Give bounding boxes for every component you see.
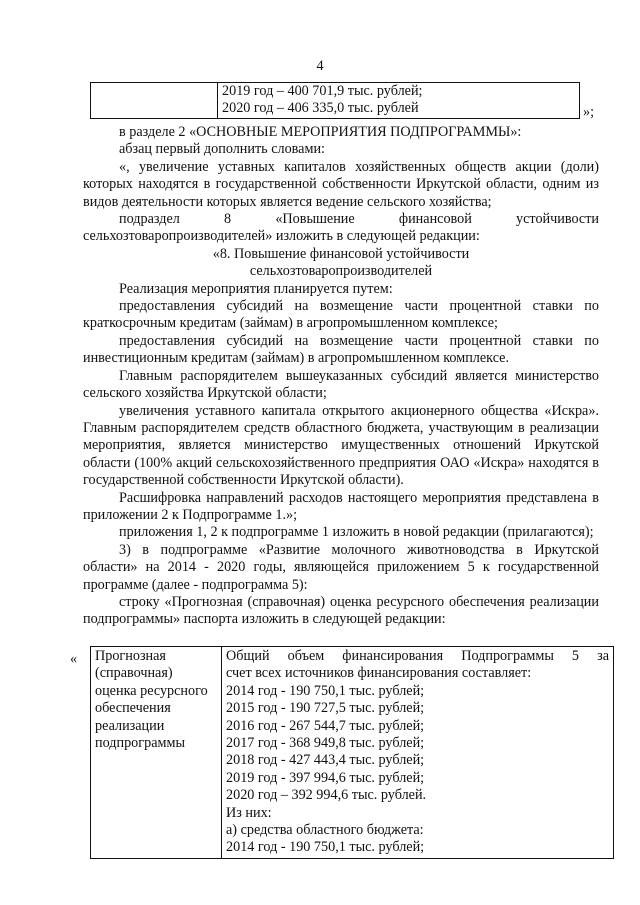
label-line: Прогнозная	[95, 648, 166, 664]
paragraph-added-words: «, увеличение уставных капиталов хозяйственных обществ акции (доли) которых находятся в государственной собственности Иркутской области, одним из видов деятельности которых является ведение сельского хозяйства;	[83, 158, 599, 210]
document-body	[83, 124, 599, 629]
paragraph-row-replacement: строку «Прогнозная (справочная) оценка ресурсного обеспечения реализации подпрограммы» паспорта изложить в следующей редакции:	[83, 593, 599, 628]
page-number: 4	[316, 58, 324, 74]
paragraph-expense-breakdown: Расшифровка направлений расходов настоящего мероприятия представлена в приложении 2 к Подпрограмме 1.»;	[83, 489, 599, 523]
subsection-heading-line-1: «8. Повышение финансовой устойчивости	[212, 245, 470, 262]
funding-line-2019: 2019 год - 397 994,6 тыс. рублей;	[226, 769, 425, 786]
funding-line-2015: 2015 год - 190 727,5 тыс. рублей;	[226, 700, 425, 717]
paragraph-implementation: Реализация мероприятия планируется путем:	[119, 280, 393, 297]
funding-line-2018: 2018 год - 427 443,4 тыс. рублей;	[226, 752, 425, 769]
opening-quote: «	[70, 651, 78, 667]
label-line: (справочная)	[95, 665, 173, 682]
paragraph-subprogram-5: 3) в подпрограмме «Развитие молочного животноводства в Иркутской области» на 2014 - 2020 годы, являющейся приложением 5 к государственной программе (далее - подпрограмма 5):	[83, 541, 599, 593]
budget-continuation-table	[90, 82, 580, 119]
funding-line-regional-2014: 2014 год - 190 750,1 тыс. рублей;	[226, 839, 425, 856]
funding-line-2016: 2016 год - 267 544,7 тыс. рублей;	[226, 717, 425, 734]
funding-total-line: Общий объем финансирования Подпрограммы 5 за	[226, 648, 609, 664]
passport-row-label	[91, 647, 222, 859]
paragraph-first-abzac: абзац первый дополнить словами:	[119, 141, 325, 158]
table-cell	[218, 83, 580, 119]
funding-line-2014: 2014 год - 190 750,1 тыс. рублей;	[226, 682, 425, 699]
subsection-heading-line-2: сельхозтоваропроизводителей	[249, 263, 433, 280]
closing-quote: »;	[583, 104, 595, 120]
paragraph-main-administrator: Главным распорядителем вышеуказанных субсидий является министерство сельского хозяйства Иркутской области;	[83, 367, 599, 402]
funding-line-2020: 2020 год – 392 994,6 тыс. рублей.	[226, 787, 427, 804]
funding-line-2017: 2017 год - 368 949,8 тыс. рублей;	[226, 735, 425, 752]
paragraph-subsection-8: подраздел 8 «Повышение финансовой устойчивости сельхозтоваропроизводителей» изложить в следующей редакции:	[83, 211, 599, 245]
table-row	[91, 83, 580, 119]
paragraph-appendices: приложения 1, 2 к подпрограмме 1 изложить в новой редакции (прилагаются);	[119, 524, 594, 541]
label-line: обеспечения	[95, 700, 171, 717]
paragraph-section-2: в разделе 2 «ОСНОВНЫЕ МЕРОПРИЯТИЯ ПОДПРОГРАММЫ»:	[119, 124, 522, 140]
table-row	[91, 647, 614, 859]
funding-line: счет всех источников финансирования составляет:	[226, 665, 532, 682]
funding-line-of-them: Из них:	[226, 804, 272, 821]
paragraph-investment-subsidies: предоставления субсидий на возмещение части процентной ставки по инвестиционным кредитам (займам) в агропромышленном комплексе.	[83, 332, 599, 367]
budget-line-2020: 2020 год – 406 335,0 тыс. рублей	[222, 100, 419, 117]
passport-row-value	[222, 647, 614, 859]
label-line: реализации	[95, 717, 165, 734]
table-cell-empty	[91, 83, 218, 119]
funding-line-regional-budget: а) средства областного бюджета:	[226, 822, 424, 839]
budget-line-2019: 2019 год – 400 701,9 тыс. рублей;	[222, 83, 423, 99]
label-line: оценка ресурсного	[95, 682, 208, 699]
paragraph-iskra-capital: увеличения уставного капитала открытого акционерного общества «Искра». Главным распорядителем средств областного бюджета, участвующим в реализации мероприятия, является министерство имущественных отношений Иркутской области (100% акций сельскохозяйственного предприятия ОАО «Искра» находятся в государственной собственности Иркутской области).	[83, 402, 599, 489]
label-line: подпрограммы	[95, 735, 185, 752]
passport-funding-table	[90, 646, 614, 859]
paragraph-short-term-subsidies: предоставления субсидий на возмещение части процентной ставки по краткосрочным кредитам (займам) в агропромышленном комплексе;	[83, 298, 599, 332]
